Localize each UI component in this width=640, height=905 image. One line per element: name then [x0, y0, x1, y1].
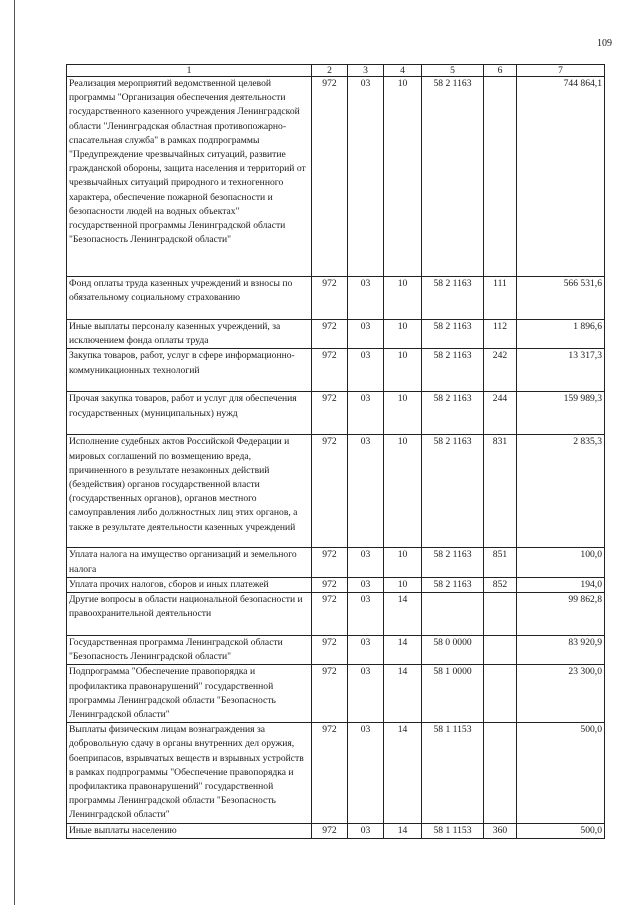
expense-type-cell [484, 723, 517, 823]
page-number: 109 [597, 38, 612, 49]
amount-cell: 13 317,3 [517, 349, 605, 392]
row-name-cell: Фонд оплаты труда казенных учреждений и взносы по обязательному социальному страхованию [67, 277, 312, 320]
expense-type-cell [484, 665, 517, 723]
section-cell: 03 [348, 349, 384, 392]
table-row [67, 665, 605, 723]
row-name-cell: Уплата налога на имущество организаций и земельного налога [67, 548, 312, 577]
table-row [67, 435, 605, 548]
amount-cell: 23 300,0 [517, 665, 605, 723]
expense-type-cell: 244 [484, 392, 517, 435]
row-name-cell: Реализация мероприятий ведомственной целевой программы "Организация обеспечения деятельности государственного казенного учреждения Ленинградской области "Ленинградская областная противопожарно-спасательная служба" в рамках подпрограммы "Предупреждение чрезвычайных ситуаций, развитие гражданской обороны, защита населения и территорий от чрезвычайных ситуаций природного и техногенного характера, обеспечение пожарной безопасности и безопасности людей на водных объектах" государственной программы Ленинградской области "Безопасность Ленинградской области" [67, 77, 312, 277]
header-cell: 2 [312, 65, 348, 77]
ministry-code-cell: 972 [312, 77, 348, 277]
table-row [67, 77, 605, 277]
expense-type-cell: 242 [484, 349, 517, 392]
ministry-code-cell: 972 [312, 723, 348, 823]
target-article-cell: 58 2 1163 [422, 435, 484, 548]
amount-cell: 100,0 [517, 548, 605, 577]
ministry-code-cell: 972 [312, 277, 348, 320]
subsection-cell: 10 [384, 577, 422, 592]
ministry-code-cell: 972 [312, 320, 348, 349]
amount-cell: 500,0 [517, 823, 605, 838]
section-cell: 03 [348, 548, 384, 577]
target-article-cell: 58 2 1163 [422, 320, 484, 349]
budget-table [66, 64, 605, 839]
expense-type-cell: 112 [484, 320, 517, 349]
subsection-cell: 10 [384, 435, 422, 548]
row-name-cell: Государственная программа Ленинградской области "Безопасность Ленинградской области" [67, 636, 312, 665]
expense-type-cell [484, 636, 517, 665]
header-cell: 6 [484, 65, 517, 77]
amount-cell: 99 862,8 [517, 593, 605, 636]
subsection-cell: 10 [384, 277, 422, 320]
ministry-code-cell: 972 [312, 593, 348, 636]
row-name-cell: Другие вопросы в области национальной безопасности и правоохранительной деятельности [67, 593, 312, 636]
header-cell: 3 [348, 65, 384, 77]
amount-cell: 159 989,3 [517, 392, 605, 435]
ministry-code-cell: 972 [312, 823, 348, 838]
section-cell: 03 [348, 392, 384, 435]
ministry-code-cell: 972 [312, 435, 348, 548]
ministry-code-cell: 972 [312, 665, 348, 723]
amount-cell: 500,0 [517, 723, 605, 823]
table-row [67, 593, 605, 636]
ministry-code-cell: 972 [312, 392, 348, 435]
expense-type-cell [484, 593, 517, 636]
subsection-cell: 10 [384, 320, 422, 349]
amount-cell: 2 835,3 [517, 435, 605, 548]
ministry-code-cell: 972 [312, 349, 348, 392]
subsection-cell: 14 [384, 593, 422, 636]
subsection-cell: 14 [384, 723, 422, 823]
subsection-cell: 10 [384, 548, 422, 577]
amount-cell: 566 531,6 [517, 277, 605, 320]
table-row [67, 320, 605, 349]
target-article-cell: 58 1 1153 [422, 823, 484, 838]
section-cell: 03 [348, 593, 384, 636]
section-cell: 03 [348, 636, 384, 665]
expense-type-cell: 111 [484, 277, 517, 320]
table-row [67, 577, 605, 592]
row-name-cell: Выплаты физическим лицам вознаграждения за добровольную сдачу в органы внутренних дел оружия, боеприпасов, взрывчатых веществ и взрывных устройств в рамках подпрограммы "Обеспечение правопорядка и профилактика правонарушений" государственной программы Ленинградской области "Безопасность Ленинградской области" [67, 723, 312, 823]
page-edge-line [14, 0, 15, 905]
section-cell: 03 [348, 577, 384, 592]
expense-type-cell [484, 77, 517, 277]
table-row [67, 723, 605, 823]
target-article-cell: 58 2 1163 [422, 577, 484, 592]
header-cell: 1 [67, 65, 312, 77]
amount-cell: 744 864,1 [517, 77, 605, 277]
target-article-cell: 58 1 0000 [422, 665, 484, 723]
row-name-cell: Прочая закупка товаров, работ и услуг для обеспечения государственных (муниципальных) нужд [67, 392, 312, 435]
ministry-code-cell: 972 [312, 636, 348, 665]
section-cell: 03 [348, 77, 384, 277]
target-article-cell: 58 2 1163 [422, 392, 484, 435]
table-row [67, 823, 605, 838]
subsection-cell: 14 [384, 636, 422, 665]
row-name-cell: Иные выплаты персоналу казенных учреждений, за исключением фонда оплаты труда [67, 320, 312, 349]
target-article-cell: 58 2 1163 [422, 77, 484, 277]
expense-type-cell: 852 [484, 577, 517, 592]
subsection-cell: 14 [384, 823, 422, 838]
ministry-code-cell: 972 [312, 577, 348, 592]
section-cell: 03 [348, 320, 384, 349]
header-row [67, 65, 605, 77]
expense-type-cell: 360 [484, 823, 517, 838]
section-cell: 03 [348, 723, 384, 823]
table-row [67, 349, 605, 392]
header-cell: 4 [384, 65, 422, 77]
target-article-cell: 58 2 1163 [422, 548, 484, 577]
subsection-cell: 10 [384, 349, 422, 392]
row-name-cell: Иные выплаты населению [67, 823, 312, 838]
amount-cell: 194,0 [517, 577, 605, 592]
header-cell: 5 [422, 65, 484, 77]
row-name-cell: Исполнение судебных актов Российской Федерации и мировых соглашений по возмещению вреда, причиненного в результате незаконных действий (бездействия) органов государственной власти (государственных органов), органов местного самоуправления либо должностных лиц этих органов, а также в результате деятельности казенных учреждений [67, 435, 312, 548]
target-article-cell: 58 1 1153 [422, 723, 484, 823]
section-cell: 03 [348, 277, 384, 320]
row-name-cell: Закупка товаров, работ, услуг в сфере информационно-коммуникационных технологий [67, 349, 312, 392]
target-article-cell: 58 2 1163 [422, 277, 484, 320]
target-article-cell [422, 593, 484, 636]
table-row [67, 548, 605, 577]
target-article-cell: 58 0 0000 [422, 636, 484, 665]
section-cell: 03 [348, 435, 384, 548]
section-cell: 03 [348, 823, 384, 838]
amount-cell: 1 896,6 [517, 320, 605, 349]
table-row [67, 392, 605, 435]
subsection-cell: 14 [384, 665, 422, 723]
section-cell: 03 [348, 665, 384, 723]
subsection-cell: 10 [384, 392, 422, 435]
table-row [67, 277, 605, 320]
ministry-code-cell: 972 [312, 548, 348, 577]
expense-type-cell: 851 [484, 548, 517, 577]
table-row [67, 636, 605, 665]
header-cell: 7 [517, 65, 605, 77]
target-article-cell: 58 2 1163 [422, 349, 484, 392]
row-name-cell: Подпрограмма "Обеспечение правопорядка и профилактика правонарушений" государственной программы Ленинградской области "Безопасность Ленинградской области" [67, 665, 312, 723]
subsection-cell: 10 [384, 77, 422, 277]
row-name-cell: Уплата прочих налогов, сборов и иных платежей [67, 577, 312, 592]
amount-cell: 83 920,9 [517, 636, 605, 665]
expense-type-cell: 831 [484, 435, 517, 548]
